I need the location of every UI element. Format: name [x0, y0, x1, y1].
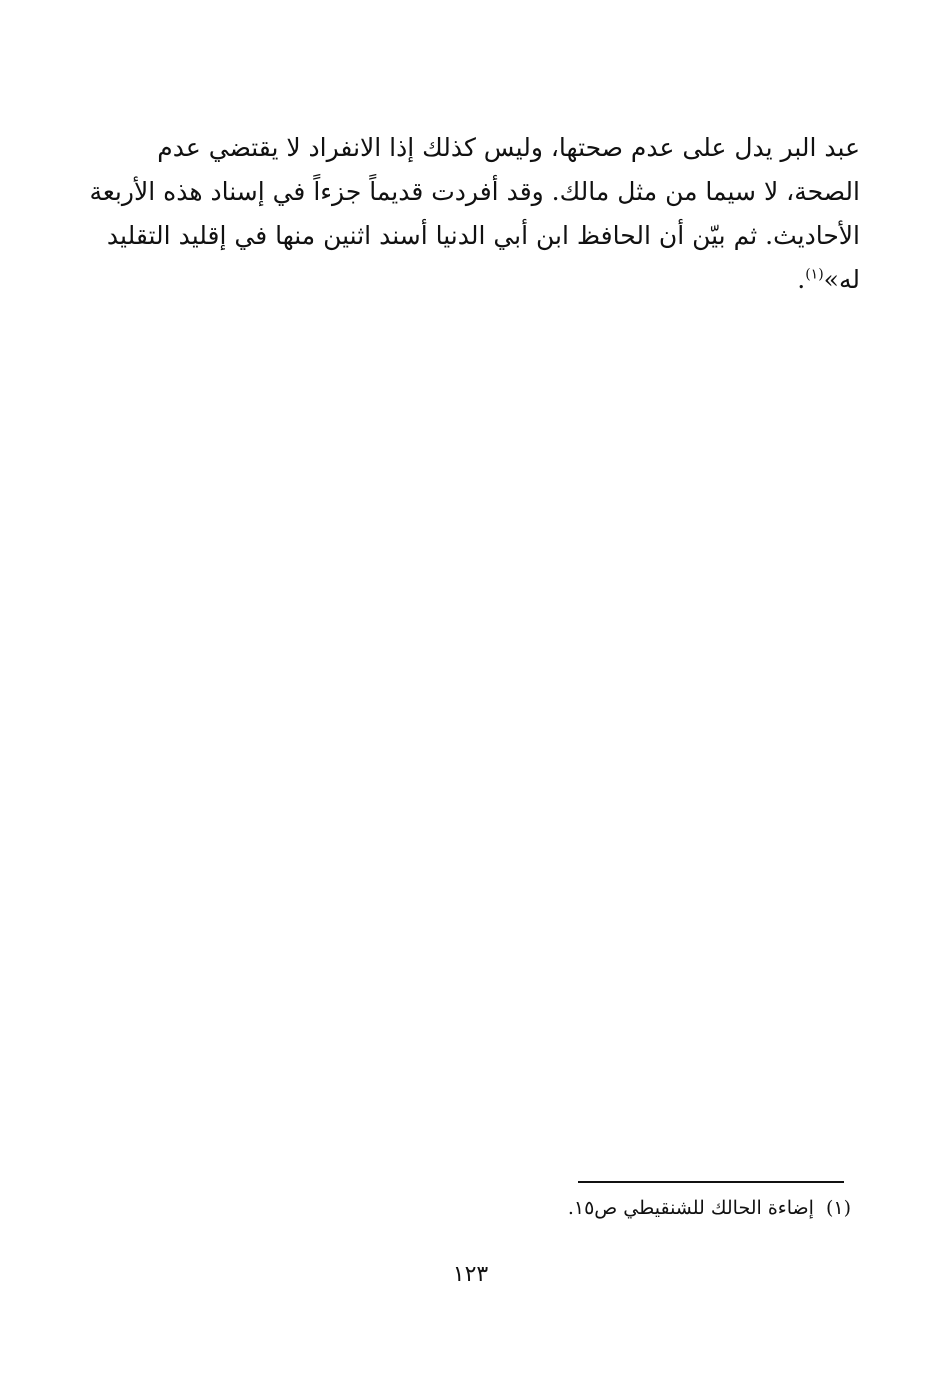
body-line-2: الصحة، لا سيما من مثل مالك. وقد أفردت قديماً جزءاً في إسناد هذه الأربعة: [89, 177, 860, 206]
body-paragraph: [89, 126, 860, 302]
page-number: ١٢٣: [452, 1262, 489, 1287]
body-line-4: [95, 258, 860, 302]
footnote-reference: (١): [805, 266, 824, 283]
footnote-text: إضاءة الحالك للشنقيطي ص١٥.: [567, 1197, 814, 1219]
end-period: .: [797, 265, 806, 294]
footnote-separator: [578, 1181, 844, 1183]
footnote-number: (١): [825, 1197, 851, 1219]
body-line-3: الأحاديث. ثم بيّن أن الحافظ ابن أبي الدنيا أسند اثنين منها في إقليد التقليد: [106, 221, 860, 250]
body-line-1: عبد البر يدل على عدم صحتها، وليس كذلك إذا الانفراد لا يقتضي عدم: [157, 133, 860, 162]
body-line-4-text: له»: [823, 265, 860, 294]
footnote: [351, 1194, 851, 1222]
